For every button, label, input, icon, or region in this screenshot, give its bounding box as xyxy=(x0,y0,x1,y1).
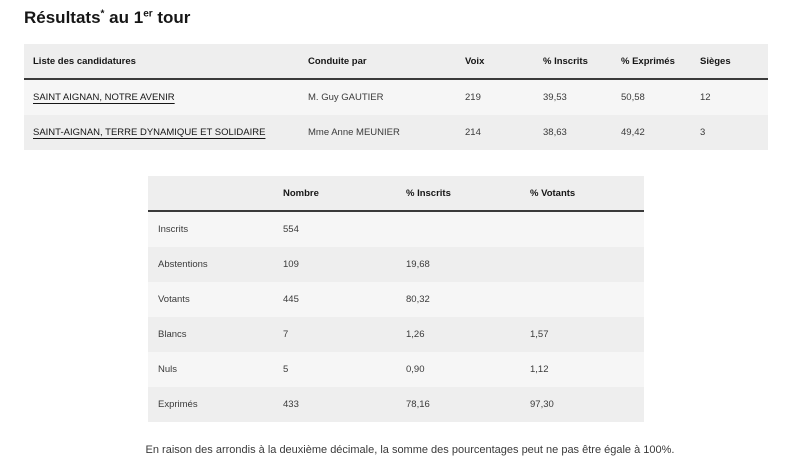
table-cell: 109 xyxy=(273,247,396,282)
table-cell: 80,32 xyxy=(396,282,520,317)
table-cell: 433 xyxy=(273,387,396,422)
table-cell: Exprimés xyxy=(148,387,273,422)
table-cell: 445 xyxy=(273,282,396,317)
table-cell: 78,16 xyxy=(396,387,520,422)
table-cell xyxy=(520,211,644,247)
table-cell: Votants xyxy=(148,282,273,317)
column-header: Liste des candidatures xyxy=(24,44,299,79)
table-cell xyxy=(520,282,644,317)
column-header: % Inscrits xyxy=(396,176,520,211)
table-cell: 554 xyxy=(273,211,396,247)
table-cell: 19,68 xyxy=(396,247,520,282)
column-header: Sièges xyxy=(691,44,768,79)
candidate-list-link[interactable]: SAINT AIGNAN, NOTRE AVENIR xyxy=(33,92,175,103)
table-cell: 12 xyxy=(691,79,768,115)
column-header: % Inscrits xyxy=(534,44,612,79)
table-cell xyxy=(396,211,520,247)
table-row xyxy=(148,211,644,247)
table-row xyxy=(148,317,644,352)
column-header: Conduite par xyxy=(299,44,456,79)
table-cell: Abstentions xyxy=(148,247,273,282)
table-cell: 214 xyxy=(456,115,534,150)
table-cell: 7 xyxy=(273,317,396,352)
column-header xyxy=(148,176,273,211)
table-cell: 1,57 xyxy=(520,317,644,352)
table-cell: 3 xyxy=(691,115,768,150)
table-cell: 49,42 xyxy=(612,115,691,150)
results-table xyxy=(24,44,768,150)
column-header: % Exprimés xyxy=(612,44,691,79)
table-cell: 1,26 xyxy=(396,317,520,352)
column-header: Nombre xyxy=(273,176,396,211)
table-cell: Inscrits xyxy=(148,211,273,247)
table-cell: Nuls xyxy=(148,352,273,387)
candidate-list-link[interactable]: SAINT-AIGNAN, TERRE DYNAMIQUE ET SOLIDAIRE xyxy=(33,127,266,138)
column-header: Voix xyxy=(456,44,534,79)
table-row xyxy=(148,247,644,282)
column-header: % Votants xyxy=(520,176,644,211)
table-cell: 38,63 xyxy=(534,115,612,150)
table-cell: 0,90 xyxy=(396,352,520,387)
rounding-note: En raison des arrondis à la deuxième décimale, la somme des pourcentages peut ne pas être égale à 100%. xyxy=(145,444,675,456)
table-cell: Mme Anne MEUNIER xyxy=(299,115,456,150)
table-row xyxy=(148,282,644,317)
table-cell xyxy=(520,247,644,282)
table-cell: 97,30 xyxy=(520,387,644,422)
table-cell: M. Guy GAUTIER xyxy=(299,79,456,115)
table-cell: 5 xyxy=(273,352,396,387)
page-title: Résultats* au 1er tour xyxy=(24,8,191,27)
table-cell: 219 xyxy=(456,79,534,115)
table-cell: Blancs xyxy=(148,317,273,352)
table-row xyxy=(24,115,768,150)
table-row xyxy=(24,79,768,115)
table-row xyxy=(148,387,644,422)
table-cell: 50,58 xyxy=(612,79,691,115)
table-cell: 39,53 xyxy=(534,79,612,115)
table-cell: 1,12 xyxy=(520,352,644,387)
table-cell xyxy=(24,115,299,150)
table-row xyxy=(148,352,644,387)
participation-table xyxy=(148,176,644,422)
table-cell xyxy=(24,79,299,115)
